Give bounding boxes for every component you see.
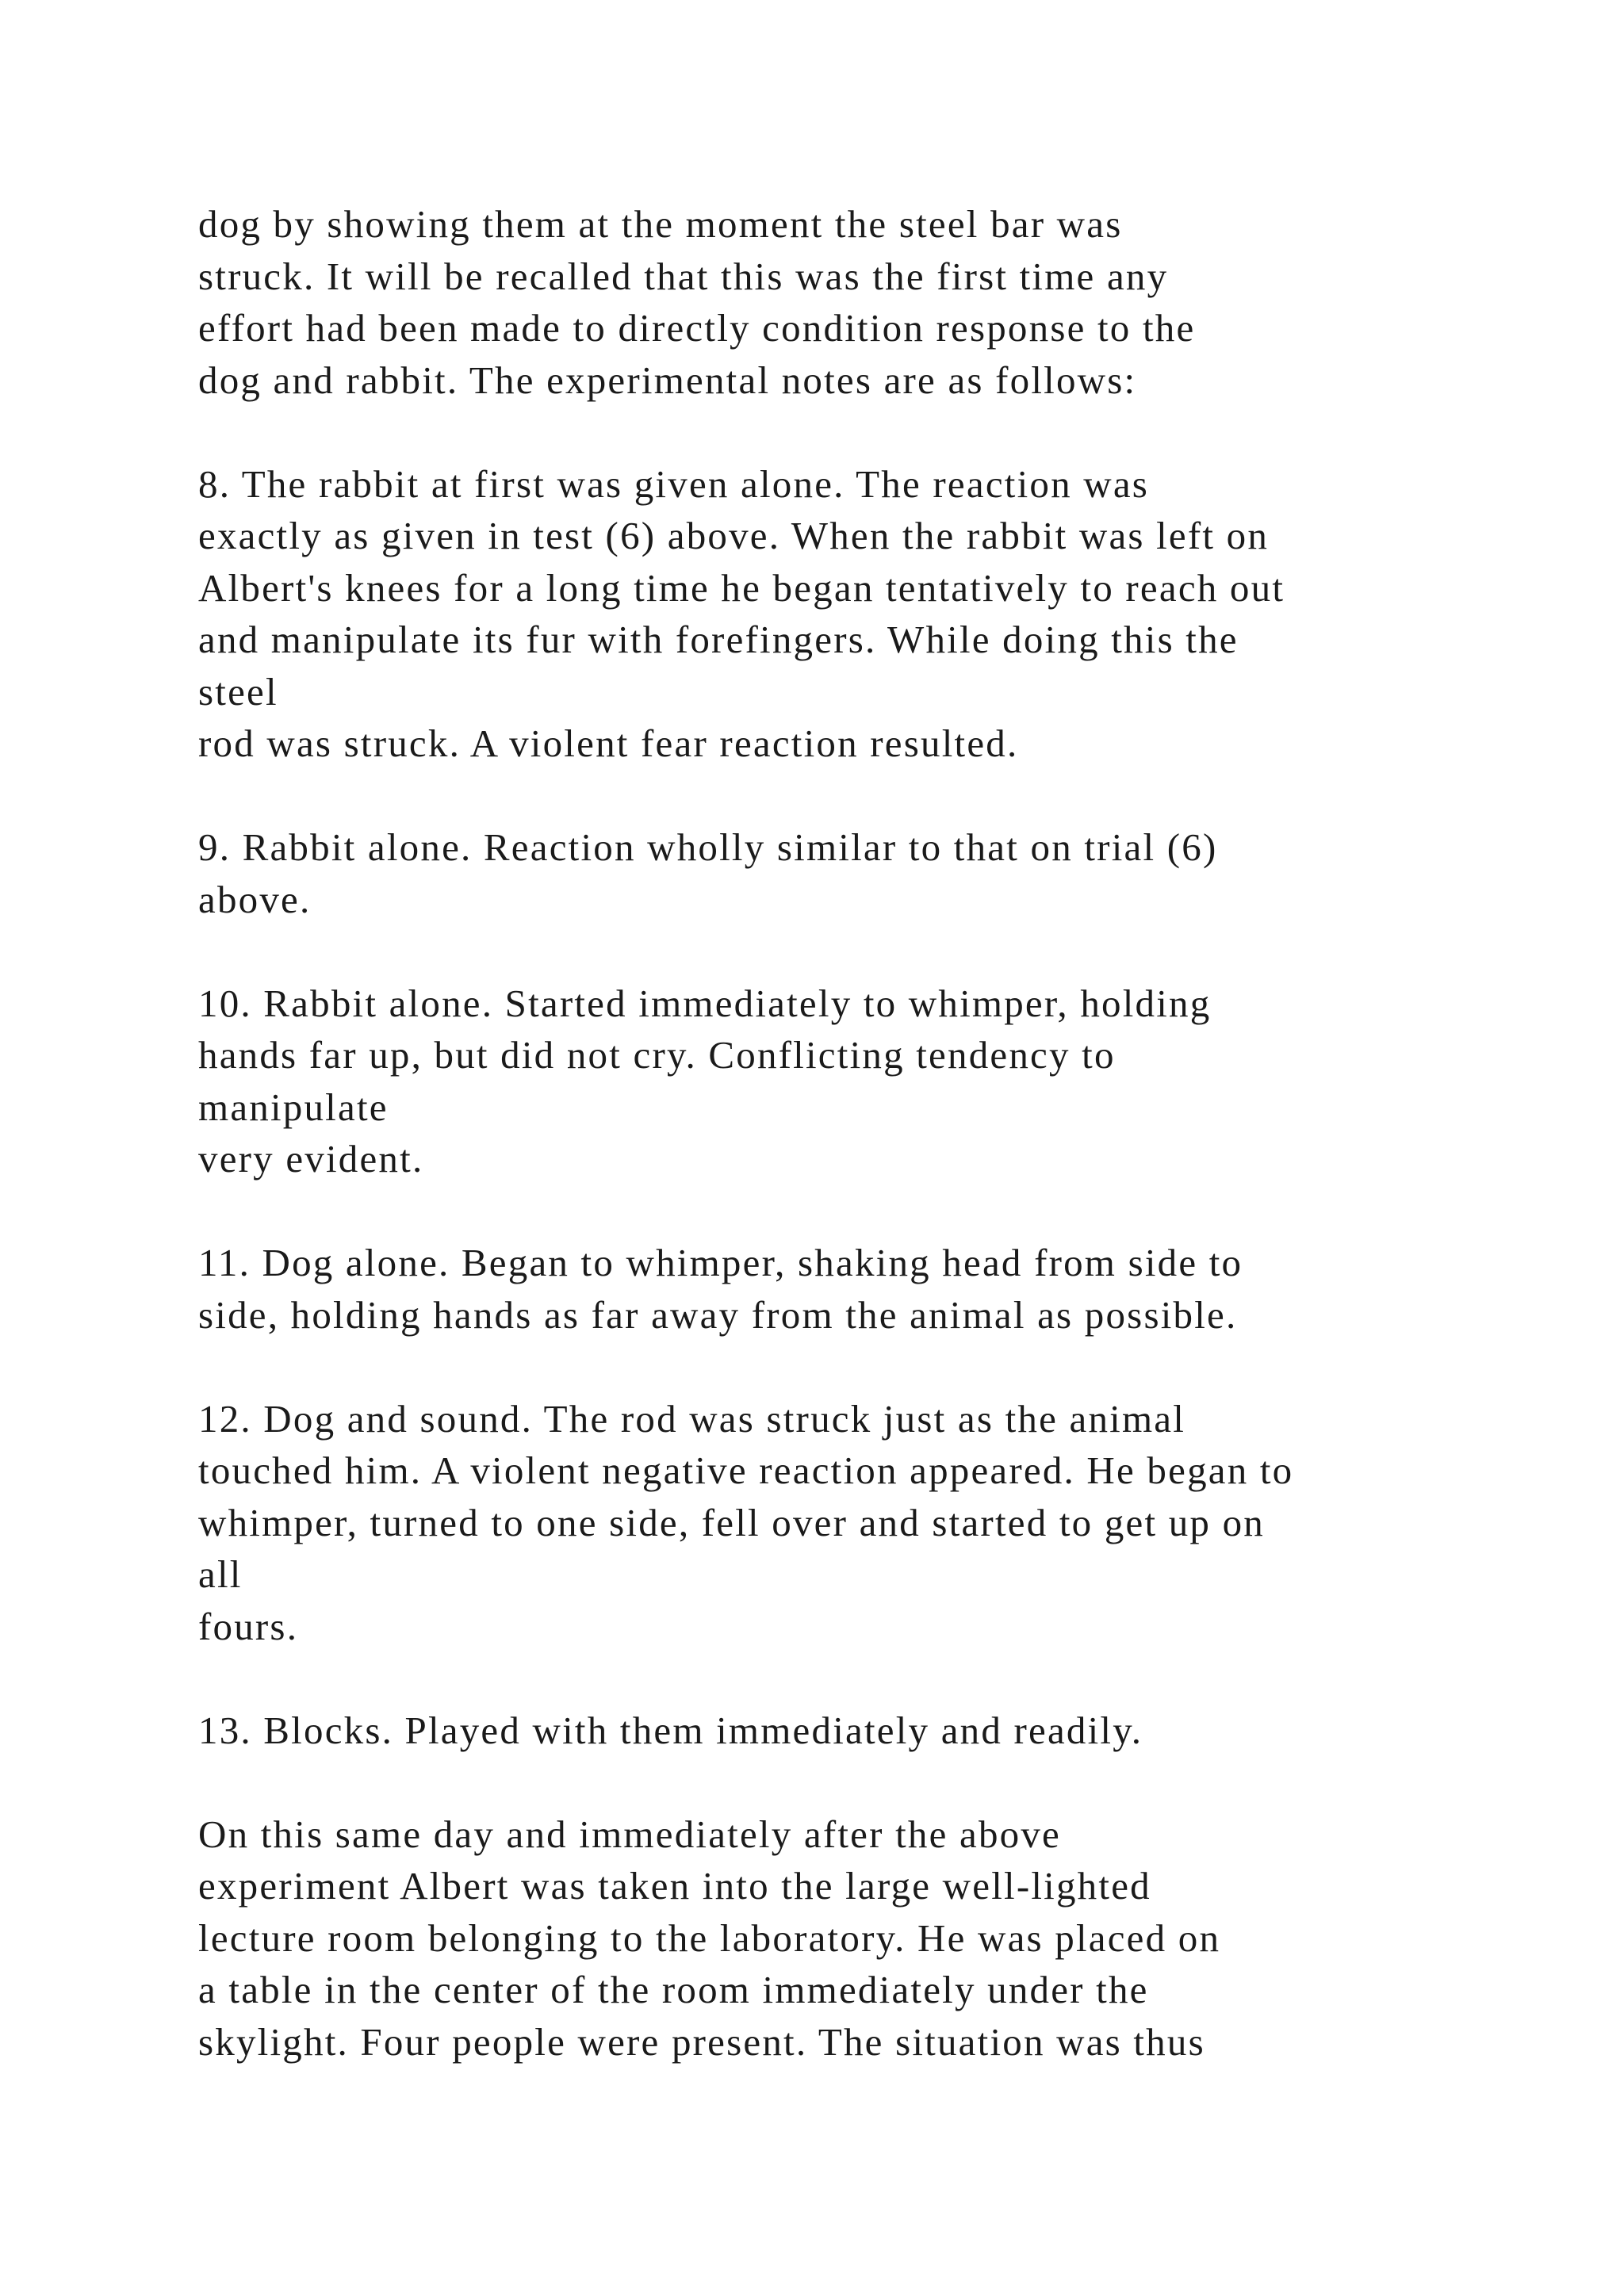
- text-line: touched him. A violent negative reaction appeared. He began to: [198, 1448, 1294, 1492]
- blank-line: [198, 1756, 1507, 1808]
- text-line: whimper, turned to one side, fell over and started to get up on: [198, 1500, 1265, 1544]
- text-line: very evident.: [198, 1137, 424, 1181]
- text-line: side, holding hands as far away from the animal as possible.: [198, 1292, 1238, 1337]
- text-line: 11. Dog alone. Began to whimper, shaking head from side to: [198, 1241, 1243, 1284]
- text-line: rod was struck. A violent fear reaction resulted.: [198, 721, 1019, 765]
- text-line: manipulate: [198, 1085, 389, 1129]
- text-line: fours.: [198, 1604, 299, 1648]
- text-line: 12. Dog and sound. The rod was struck just as the animal: [198, 1396, 1186, 1441]
- document-text: [198, 198, 1507, 2068]
- text-line: above.: [198, 877, 312, 921]
- blank-line: [198, 1652, 1507, 1705]
- text-line: exactly as given in test (6) above. When the rabbit was left on: [198, 514, 1270, 557]
- text-line: dog and rabbit. The experimental notes are as follows:: [198, 358, 1137, 402]
- blank-line: [198, 925, 1507, 978]
- text-line: a table in the center of the room immediately under the: [198, 1968, 1149, 2011]
- blank-line: [198, 406, 1507, 458]
- text-line: 10. Rabbit alone. Started immediately to whimper, holding: [198, 981, 1212, 1025]
- blank-line: [198, 1341, 1507, 1393]
- text-line: dog by showing them at the moment the steel bar was: [198, 202, 1123, 246]
- text-line: 9. Rabbit alone. Reaction wholly similar to that on trial (6): [198, 825, 1218, 869]
- text-line: experiment Albert was taken into the large well-lighted: [198, 1864, 1151, 1908]
- text-line: struck. It will be recalled that this was the first time any: [198, 254, 1169, 298]
- text-line: Albert's knees for a long time he began tentatively to reach out: [198, 565, 1285, 610]
- blank-line: [198, 1185, 1507, 1238]
- text-line: and manipulate its fur with forefingers. While doing this the: [198, 618, 1239, 661]
- text-line: effort had been made to directly condition response to the: [198, 306, 1196, 350]
- text-line: On this same day and immediately after the above: [198, 1812, 1061, 1856]
- text-line: skylight. Four people were present. The situation was thus: [198, 2019, 1205, 2064]
- text-line: 13. Blocks. Played with them immediately and readily.: [198, 1708, 1143, 1752]
- text-line: all: [198, 1552, 243, 1596]
- blank-line: [198, 770, 1507, 822]
- text-line: steel: [198, 669, 278, 714]
- text-line: hands far up, but did not cry. Conflicting tendency to: [198, 1033, 1116, 1077]
- text-line: lecture room belonging to the laboratory. He was placed on: [198, 1915, 1221, 1960]
- text-line: 8. The rabbit at first was given alone. The reaction was: [198, 461, 1150, 506]
